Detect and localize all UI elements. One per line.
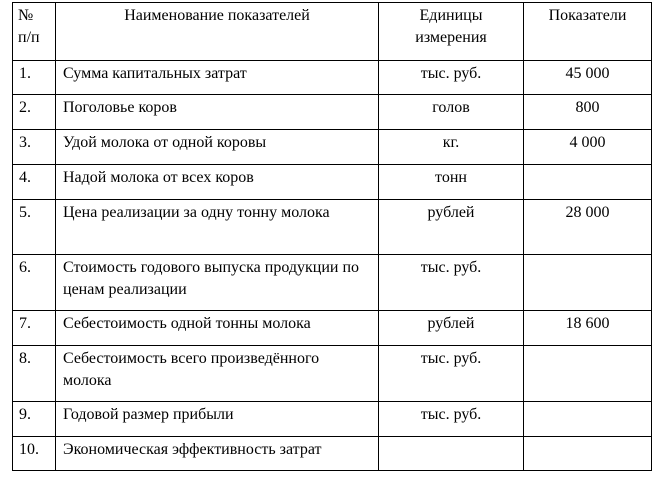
- row-number: 4.: [13, 165, 56, 200]
- row-number: 10.: [13, 437, 56, 471]
- row-number: 9.: [13, 402, 56, 437]
- row-unit: тыс. руб.: [379, 402, 524, 437]
- row-indicator-name: Стоимость годового выпуска продукции по ценам реализации: [56, 255, 379, 311]
- row-value: [524, 255, 652, 311]
- row-indicator-name: Удой молока от одной коровы: [56, 130, 379, 165]
- row-value: [524, 437, 652, 471]
- table-row: [13, 402, 652, 437]
- row-indicator-name: Сумма капитальных затрат: [56, 61, 379, 95]
- row-unit: тыс. руб.: [379, 61, 524, 95]
- row-unit: рублей: [379, 311, 524, 346]
- row-number: 8.: [13, 346, 56, 402]
- row-indicator-name: Надой молока от всех коров: [56, 165, 379, 200]
- row-unit: тыс. руб.: [379, 346, 524, 402]
- table-row: [13, 346, 652, 402]
- row-number: 6.: [13, 255, 56, 311]
- header-number: № п/п: [13, 3, 56, 61]
- table-row: [13, 130, 652, 165]
- row-indicator-name: Цена реализации за одну тонну молока: [56, 200, 379, 255]
- row-value: [524, 346, 652, 402]
- header-unit: Единицы измерения: [379, 3, 524, 61]
- table-row: [13, 165, 652, 200]
- indicators-table: [12, 2, 652, 471]
- table-row: [13, 95, 652, 130]
- header-indicator-name: Наименование показателей: [56, 3, 379, 61]
- row-unit: кг.: [379, 130, 524, 165]
- table-row: [13, 200, 652, 255]
- row-unit: [379, 437, 524, 471]
- table-header-row: [13, 3, 652, 61]
- row-number: 5.: [13, 200, 56, 255]
- row-unit: голов: [379, 95, 524, 130]
- indicators-document: [12, 2, 651, 471]
- row-unit: рублей: [379, 200, 524, 255]
- table-row: [13, 61, 652, 95]
- row-indicator-name: Себестоимость всего произведённого молока: [56, 346, 379, 402]
- row-value: [524, 402, 652, 437]
- row-indicator-name: Себестоимость одной тонны молока: [56, 311, 379, 346]
- row-number: 7.: [13, 311, 56, 346]
- row-value: 18 600: [524, 311, 652, 346]
- row-unit: тонн: [379, 165, 524, 200]
- table-row: [13, 437, 652, 471]
- table-row: [13, 311, 652, 346]
- row-value: 28 000: [524, 200, 652, 255]
- row-number: 1.: [13, 61, 56, 95]
- row-indicator-name: Экономическая эффективность затрат: [56, 437, 379, 471]
- row-number: 2.: [13, 95, 56, 130]
- row-value: 4 000: [524, 130, 652, 165]
- row-value: 45 000: [524, 61, 652, 95]
- header-value: Показатели: [524, 3, 652, 61]
- row-value: [524, 165, 652, 200]
- table-row: [13, 255, 652, 311]
- row-indicator-name: Годовой размер прибыли: [56, 402, 379, 437]
- row-number: 3.: [13, 130, 56, 165]
- row-indicator-name: Поголовье коров: [56, 95, 379, 130]
- row-unit: тыс. руб.: [379, 255, 524, 311]
- row-value: 800: [524, 95, 652, 130]
